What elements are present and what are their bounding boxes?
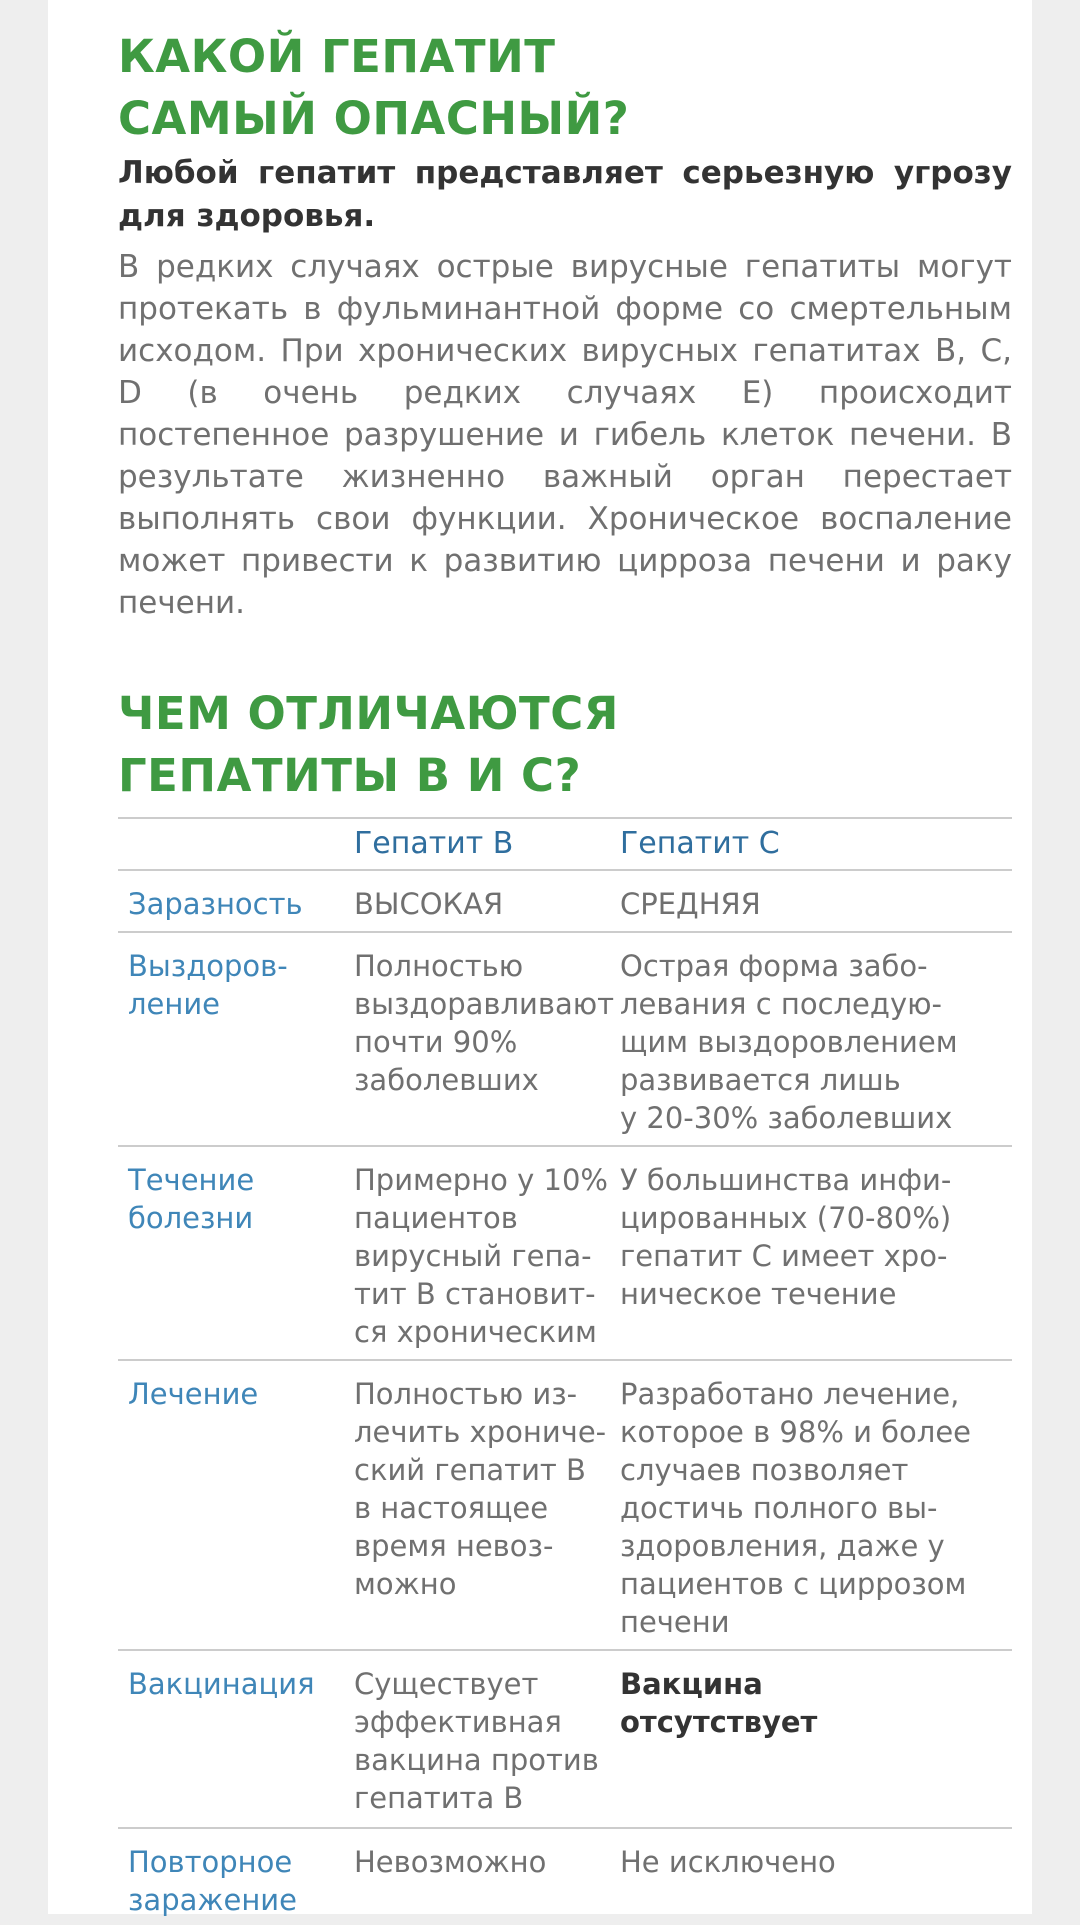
cell-line: Выздоров- <box>128 949 288 983</box>
cell-line: эффективная <box>354 1705 562 1739</box>
cell-line: Течение <box>128 1163 255 1197</box>
cell-line: Острая форма забо- <box>620 949 928 983</box>
document-page <box>48 0 1032 1917</box>
cell-line: ский гепатит В <box>354 1453 586 1487</box>
table-row <box>118 871 1012 933</box>
hepatitis-b-cell <box>354 885 616 923</box>
section-title-danger <box>118 26 629 150</box>
cell-line: Примерно у 10% <box>354 1163 608 1197</box>
cell-line: ление <box>128 987 221 1021</box>
cell-line: печени <box>620 1605 730 1639</box>
row-label-cell <box>128 947 343 1023</box>
cell-line: Заразность <box>128 887 303 921</box>
cell-line: достичь полного вы- <box>620 1491 938 1525</box>
cell-line: здоровления, даже у <box>620 1529 945 1563</box>
cell-line: СРЕДНЯЯ <box>620 887 761 921</box>
cell-line: которое в 98% и более <box>620 1415 972 1449</box>
cell-line: пациентов <box>354 1201 518 1235</box>
title-line: КАКОЙ ГЕПАТИТ <box>118 30 556 83</box>
cell-line: Разработано лечение, <box>620 1377 960 1411</box>
table-row <box>118 1829 1012 1925</box>
hepatitis-b-cell <box>354 1375 616 1603</box>
cell-line: Невозможно <box>354 1845 547 1879</box>
cell-line: ся хроническим <box>354 1315 597 1349</box>
hepatitis-b-cell <box>354 1843 616 1881</box>
cell-line: можно <box>354 1567 457 1601</box>
cell-line: левания с последую- <box>620 987 942 1021</box>
cell-line: пациентов с циррозом <box>620 1567 967 1601</box>
body-paragraph: В редких случаях острые вирусные гепатиты могут протекать в фульминантной форме со смертельным исходом. При хронических вирусных гепатитах В, С, D (в очень редких случаях Е) происходит постепенное разрушение и гибель клеток печени. В результате жизненно важный орган перестает выполнять свои функции. Хроническое воспаление может привести к развитию цирроза печени и раку печени. <box>118 249 1012 621</box>
cell-line: цированных (70-80%) <box>620 1201 952 1235</box>
row-label-cell <box>128 1375 343 1413</box>
title-line: САМЫЙ ОПАСНЫЙ? <box>118 92 630 145</box>
table-body <box>118 871 1012 1925</box>
cell-line: Вакцина <box>620 1667 763 1701</box>
hepatitis-b-cell <box>354 947 616 1099</box>
comparison-table <box>118 817 1012 1925</box>
cell-line: Вакцинация <box>128 1667 315 1701</box>
header-hepatitis-b: Гепатит В <box>354 826 514 861</box>
cell-line: вирусный гепа- <box>354 1239 592 1273</box>
hepatitis-c-cell <box>620 1375 1010 1641</box>
table-row <box>118 1651 1012 1829</box>
cell-line: случаев позволяет <box>620 1453 909 1487</box>
title-line: ГЕПАТИТЫ В И С? <box>118 749 582 802</box>
cell-line: у 20-30% заболевших <box>620 1101 953 1135</box>
cell-line: ническое течение <box>620 1277 897 1311</box>
hepatitis-c-cell <box>620 885 1010 923</box>
section-title-differences <box>118 683 619 807</box>
header-hepatitis-c: Гепатит С <box>620 826 780 861</box>
cell-line: Существует <box>354 1667 539 1701</box>
hepatitis-c-cell <box>620 1843 1010 1881</box>
hepatitis-c-cell <box>620 1665 1010 1741</box>
cell-line: Лечение <box>128 1377 259 1411</box>
table-row <box>118 933 1012 1147</box>
cell-line: почти 90% <box>354 1025 518 1059</box>
row-label-cell <box>128 1665 343 1703</box>
cell-line: в настоящее <box>354 1491 549 1525</box>
cell-line: выздоравливают <box>354 987 615 1021</box>
cell-line: Не исключено <box>620 1845 836 1879</box>
hepatitis-c-cell <box>620 947 1010 1137</box>
title-line: ЧЕМ ОТЛИЧАЮТСЯ <box>118 687 619 740</box>
cell-line: заражение <box>128 1883 297 1917</box>
hepatitis-b-cell <box>354 1665 616 1817</box>
cell-line: тит В становит- <box>354 1277 596 1311</box>
row-label-cell <box>128 1843 343 1919</box>
cell-line: ВЫСОКАЯ <box>354 887 504 921</box>
cell-line: Полностью из- <box>354 1377 578 1411</box>
table-row <box>118 1361 1012 1651</box>
cell-line: гепатит С имеет хро- <box>620 1239 948 1273</box>
table-row <box>118 1147 1012 1361</box>
row-label-cell <box>128 885 343 923</box>
hepatitis-c-cell <box>620 1161 1010 1313</box>
cell-line: вакцина против <box>354 1743 599 1777</box>
cell-line: Повторное <box>128 1845 293 1879</box>
lead-text: Любой гепатит представляет серьезную угрозу для здоровья. <box>118 155 1012 234</box>
row-label-cell <box>128 1161 343 1237</box>
cell-line: время невоз- <box>354 1529 554 1563</box>
cell-line: гепатита В <box>354 1781 524 1815</box>
cell-line: болезни <box>128 1201 254 1235</box>
cell-line: У большинства инфи- <box>620 1163 952 1197</box>
cell-line: щим выздоровлением <box>620 1025 958 1059</box>
cell-line: заболевших <box>354 1063 539 1097</box>
cell-line: отсутствует <box>620 1705 818 1739</box>
table-header-row <box>118 817 1012 871</box>
cell-line: Полностью <box>354 949 524 983</box>
hepatitis-b-cell <box>354 1161 616 1351</box>
cell-line: лечить хрониче- <box>354 1415 607 1449</box>
cell-line: развивается лишь <box>620 1063 901 1097</box>
